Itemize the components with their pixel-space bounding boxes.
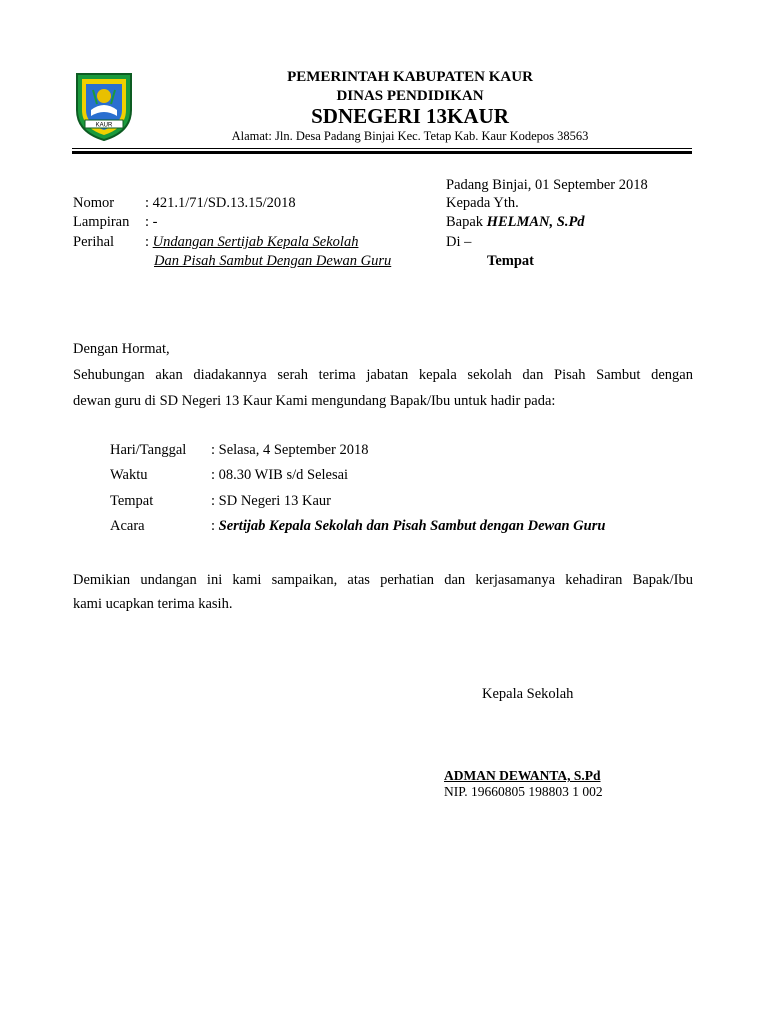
signature-nip: NIP. 19660805 198803 1 002	[444, 784, 603, 799]
greeting: Dengan Hormat,	[73, 341, 170, 357]
detail-label-acara: Acara	[110, 518, 145, 534]
detail-label-tempat: Tempat	[110, 493, 154, 509]
detail-acara-text: Sertijab Kepala Sekolah dan Pisah Sambut dengan Dewan Guru	[218, 518, 606, 534]
detail-value-acara	[211, 518, 605, 535]
paragraph-1-line-2: dewan guru di SD Negeri 13 Kaur Kami mengundang Bapak/Ibu untuk hadir pada:	[73, 393, 556, 409]
kepada-yth: Kepada Yth.	[446, 195, 519, 211]
detail-value-tempat: : SD Negeri 13 Kaur	[211, 493, 332, 509]
letterhead-government: PEMERINTAH KABUPATEN KAUR	[287, 69, 533, 85]
signature-name: ADMAN DEWANTA, S.Pd	[444, 768, 601, 783]
lampiran-value: : -	[145, 214, 158, 230]
svg-text:KAUR: KAUR	[95, 122, 113, 129]
detail-acara-colon: :	[211, 518, 219, 534]
recipient-di: Di –	[446, 234, 472, 250]
place-date: Padang Binjai, 01 September 2018	[446, 177, 648, 193]
recipient-name-text: HELMAN, S.Pd	[486, 214, 585, 230]
letterhead-address: Alamat: Jln. Desa Padang Binjai Kec. Tetap Kab. Kaur Kodepos 38563	[231, 129, 589, 143]
letterhead-department: DINAS PENDIDIKAN	[336, 88, 484, 104]
recipient-name	[446, 214, 585, 231]
detail-value-hari: : Selasa, 4 September 2018	[211, 442, 369, 458]
paragraph-1-line-1: Sehubungan akan diadakannya serah terima jabatan kepala sekolah dan Pisah Sambut dengan	[73, 367, 693, 383]
kaur-regency-logo	[73, 70, 135, 142]
detail-label-hari: Hari/Tanggal	[110, 442, 187, 458]
letterhead-rule-thin	[72, 148, 692, 149]
closing-line-1: Demikian undangan ini kami sampaikan, atas perhatian dan kerjasamanya kehadiran Bapak/Ibu	[73, 572, 693, 588]
nomor-label: Nomor	[73, 195, 115, 211]
lampiran-label: Lampiran	[73, 214, 130, 230]
detail-label-waktu: Waktu	[110, 467, 148, 483]
detail-value-waktu: : 08.30 WIB s/d Selesai	[211, 467, 349, 483]
closing-line-2: kami ucapkan terima kasih.	[73, 596, 233, 612]
recipient-prefix: Bapak	[446, 214, 487, 230]
recipient-tempat: Tempat	[487, 253, 534, 269]
letterhead-school-name: SDNEGERI 13KAUR	[311, 104, 509, 128]
perihal-value	[145, 234, 358, 251]
perihal-line-1: Undangan Sertijab Kepala Sekolah	[152, 234, 359, 250]
perihal-line-2: Dan Pisah Sambut Dengan Dewan Guru	[154, 253, 392, 269]
nomor-value: : 421.1/71/SD.13.15/2018	[145, 195, 296, 211]
perihal-label: Perihal	[73, 234, 115, 250]
letterhead-rule-thick	[72, 151, 692, 154]
signature-title: Kepala Sekolah	[482, 686, 574, 702]
perihal-colon: :	[145, 234, 153, 250]
